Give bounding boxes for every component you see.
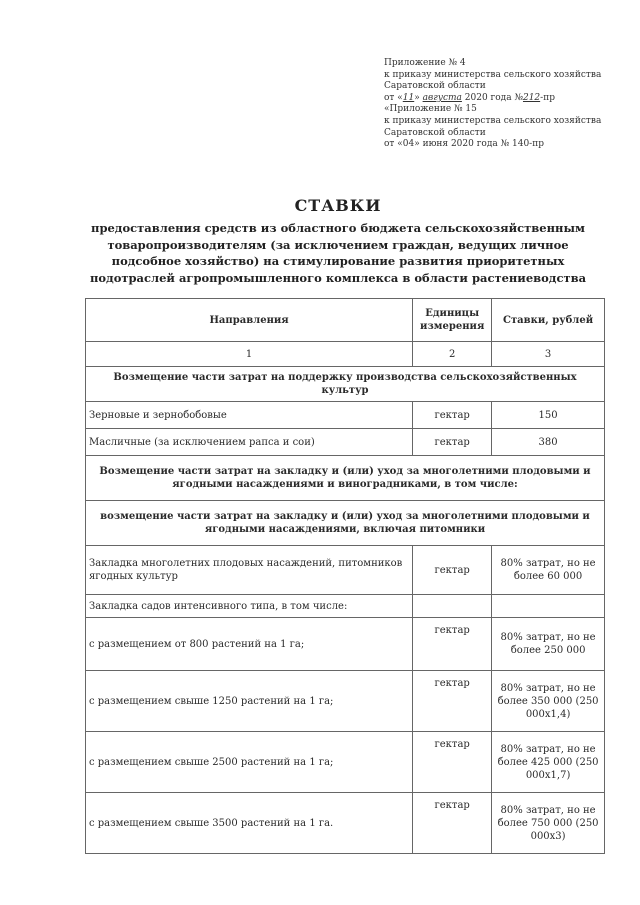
section-title: Возмещение части затрат на закладку и (или) уход за многолетними плодовыми и ягодными насаждениями и виноградниками, в том числе:: [86, 456, 605, 501]
subsection-row: [86, 501, 605, 546]
handwritten-day: 11: [402, 92, 415, 103]
row-unit: гектар: [413, 429, 492, 456]
row-rate: [492, 595, 605, 618]
row-unit: [413, 595, 492, 618]
header-line: от «04» июня 2020 года № 140-пр: [384, 139, 544, 150]
column-header-rate: Ставки, рублей: [492, 299, 605, 342]
row-name: с размещением от 800 растений на 1 га;: [86, 618, 413, 671]
row-name: с размещением свыше 3500 растений на 1 га.: [86, 793, 413, 854]
row-name: с размещением свыше 2500 растений на 1 га;: [86, 732, 413, 793]
document-title: [78, 196, 598, 286]
title-subtitle: предоставления средств из областного бюджета сельскохозяйственным товаропроизводителям (за исключением граждан, ведущих личное подсобное хозяйство) на стимулирование развития приоритетных подотраслей агропромышленного комплекса в области растениеводства: [89, 221, 587, 285]
section-row: [86, 367, 605, 402]
column-number: 3: [492, 342, 605, 367]
header-line: Саратовской области: [384, 127, 486, 138]
row-name: с размещением свыше 1250 растений на 1 га;: [86, 671, 413, 732]
row-unit: гектар: [413, 546, 492, 595]
column-number: 2: [413, 342, 492, 367]
row-rate: 150: [492, 402, 605, 429]
row-name: Закладка многолетних плодовых насаждений, питомников ягодных культур: [86, 546, 413, 595]
row-unit: гектар: [413, 732, 492, 793]
table-row: [86, 429, 605, 456]
title-main: СТАВКИ: [294, 196, 382, 215]
row-rate: 80% затрат, но не более 350 000 (250 000х1,4): [492, 671, 605, 732]
table-row: [86, 618, 605, 671]
row-unit: гектар: [413, 618, 492, 671]
table-row: [86, 546, 605, 595]
row-unit: гектар: [413, 402, 492, 429]
table-row: [86, 595, 605, 618]
row-name: Закладка садов интенсивного типа, в том числе:: [86, 595, 413, 618]
header-line: «Приложение № 15: [384, 104, 477, 115]
row-unit: гектар: [413, 793, 492, 854]
header-line: Приложение № 4: [384, 58, 466, 68]
handwritten-number: 212: [522, 92, 541, 103]
table-header-row: [86, 299, 605, 342]
row-unit: гектар: [413, 671, 492, 732]
section-title: Возмещение части затрат на поддержку производства сельскохозяйственных культур: [86, 367, 605, 402]
row-name: Масличные (за исключением рапса и сои): [86, 429, 413, 456]
row-rate: 380: [492, 429, 605, 456]
table-row: [86, 793, 605, 854]
header-date-line: от «11» августа 2020 года №212-пр: [384, 92, 555, 103]
column-number: 1: [86, 342, 413, 367]
column-header-unit: Единицы измерения: [413, 299, 492, 342]
row-name: Зерновые и зернобобовые: [86, 402, 413, 429]
header-line: к приказу министерства сельского хозяйства: [384, 69, 602, 80]
section-row: [86, 456, 605, 501]
subsection-title: возмещение части затрат на закладку и (или) уход за многолетними плодовыми и ягодными насаждениями, включая питомники: [86, 501, 605, 546]
table-row: [86, 732, 605, 793]
column-number-row: [86, 342, 605, 367]
row-rate: 80% затрат, но не более 425 000 (250 000х1,7): [492, 732, 605, 793]
table-row: [86, 671, 605, 732]
row-rate: 80% затрат, но не более 60 000: [492, 546, 605, 595]
table-row: [86, 402, 605, 429]
rates-table: [85, 298, 605, 854]
column-header-direction: Направления: [86, 299, 413, 342]
header-line: к приказу министерства сельского хозяйства: [384, 115, 602, 126]
appendix-header: [384, 58, 634, 151]
row-rate: 80% затрат, но не более 750 000 (250 000х3): [492, 793, 605, 854]
handwritten-month: августа: [422, 92, 462, 103]
row-rate: 80% затрат, но не более 250 000: [492, 618, 605, 671]
header-line: Саратовской области: [384, 81, 486, 92]
